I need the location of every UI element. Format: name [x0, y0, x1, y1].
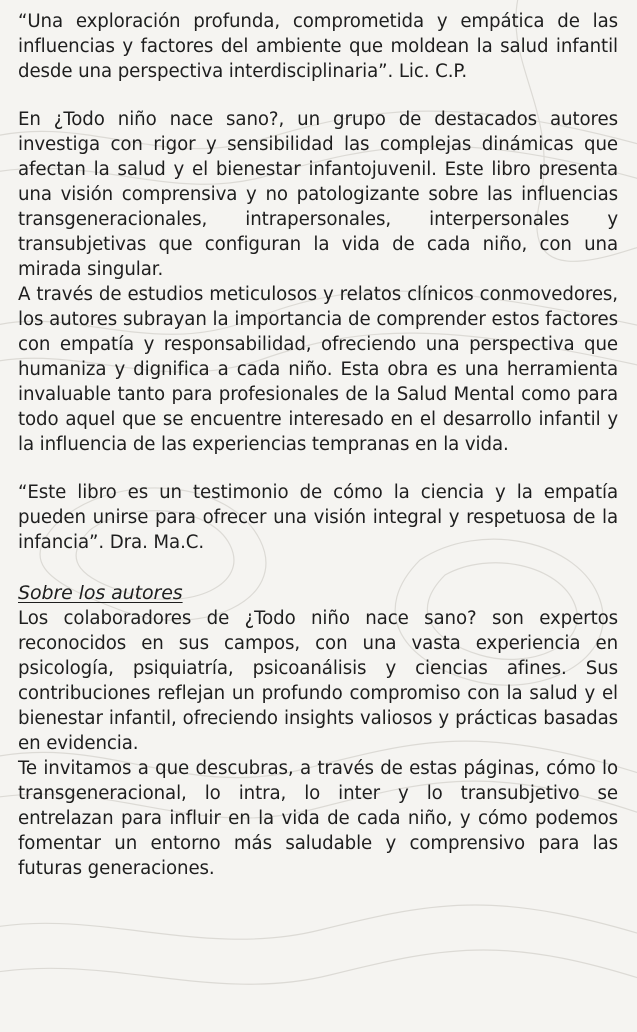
invitation-paragraph: Te invitamos a que descubras, a través de estas páginas, cómo lo transgeneracional, lo intra, lo inter y lo transubjetivo se entrelazan para influir en la vida de cada niño, y cómo podemos fomentar un entorno más saludable y comprensivo para las futuras generaciones. — [18, 758, 618, 879]
closing-quote: “Este libro es un testimonio de cómo la ciencia y la empatía pueden unirse para ofrecer una visión integral y respetuosa de la infancia”. Dra. Ma.C. — [18, 482, 618, 553]
opening-quote: “Una exploración profunda, comprometida y empática de las influencias y factores del ambiente que moldean la salud infantil desde una perspectiva interdisciplinaria”. Lic. C.P. — [18, 11, 618, 82]
section-heading: Sobre los autores — [18, 582, 183, 604]
back-cover-text — [18, 9, 618, 881]
body-paragraph: A través de estudios meticulosos y relatos clínicos conmovedores, los autores subrayan la importancia de comprender estos factores con empatía y responsabilidad, ofreciendo una perspectiva que humaniza y dignifica a cada niño. Esta obra es una herramienta invaluable tanto para profesionales de la Salud Mental como para todo aquel que se encuentre interesado en el desarrollo infantil y la influencia de las experiencias tempranas en la vida. — [18, 284, 618, 455]
intro-paragraph: En ¿Todo niño nace sano?, un grupo de destacados autores investiga con rigor y sensibilidad las complejas dinámicas que afectan la salud y el bienestar infantojuvenil. Este libro presenta una visión comprensiva y no patologizante sobre las influencias transgeneracionales, intrapersonales, interpersonales y transubjetivas que configuran la vida de cada niño, con una mirada singular. — [18, 109, 618, 280]
authors-paragraph: Los colaboradores de ¿Todo niño nace sano? son expertos reconocidos en sus campos, con una vasta experiencia en psicología, psiquiatría, psicoanálisis y ciencias afines. Sus contribuciones reflejan un profundo compromiso con la salud y el bienestar infantil, ofreciendo insights valiosos y prácticas basadas en evidencia. — [18, 608, 618, 754]
